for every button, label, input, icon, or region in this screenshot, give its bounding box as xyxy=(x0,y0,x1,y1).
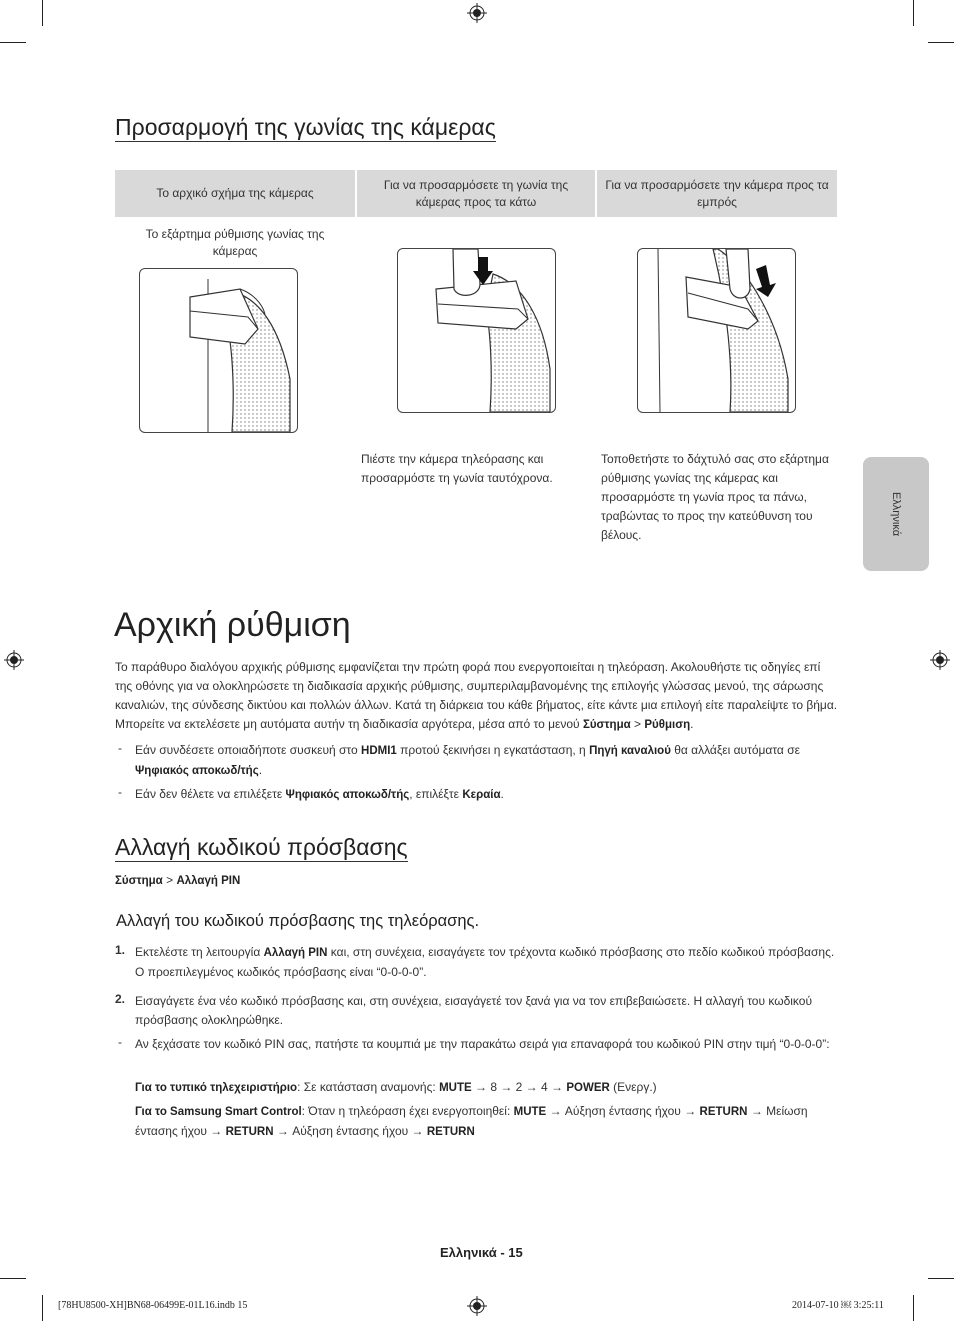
crop-mark xyxy=(913,0,914,26)
page-number: Ελληνικά - 15 xyxy=(440,1245,523,1260)
crop-mark xyxy=(42,1295,43,1321)
illustration-original xyxy=(139,268,298,433)
table-header-original: Το αρχικό σχήμα της κάμερας xyxy=(115,170,355,217)
bullet-dash: - xyxy=(118,785,122,799)
registration-mark-icon xyxy=(930,650,950,670)
print-slug-right: 2014-07-10 ￼ 3:25:11 xyxy=(792,1300,884,1311)
press-down-illustration-icon xyxy=(398,249,555,412)
registration-mark-icon xyxy=(467,1296,487,1316)
camera-part-callout: Το εξάρτημα ρύθμισης γωνίας της κάμερας xyxy=(145,227,325,258)
registration-mark-icon xyxy=(467,3,487,23)
bullet-dash: - xyxy=(118,741,122,755)
table-header-forward: Για να προσαρμόσετε την κάμερα προς τα εμπρός xyxy=(597,170,837,217)
section-title-camera-angle: Προσαρμογή της γωνίας της κάμερας xyxy=(115,114,496,142)
caption-down: Πιέστε την κάμερα τηλεόρασης και προσαρμόστε τη γωνία ταυτόχρονα. xyxy=(361,452,553,485)
crop-mark xyxy=(928,42,954,43)
remote-standard-sequence: Για το τυπικό τηλεχειριστήριο: Σε κατάσταση αναμονής: MUTE → 8 → 2 → 4 → POWER (Ενεργ.) xyxy=(135,1080,657,1094)
camera-illustration-icon xyxy=(140,269,297,432)
step-number: 2. xyxy=(115,992,126,1006)
illustration-forward xyxy=(637,248,796,413)
pull-forward-illustration-icon xyxy=(638,249,795,412)
menu-path: Σύστημα > Αλλαγή PIN xyxy=(115,873,241,887)
table-header-down: Για να προσαρμόσετε τη γωνία της κάμερας προς τα κάτω xyxy=(357,170,595,217)
side-tab-label: Ελληνικά xyxy=(890,491,902,537)
crop-mark xyxy=(0,42,26,43)
note-hdmi1: Εάν συνδέσετε οποιαδήποτε συσκευή στο HDMI1 προτού ξεκινήσει η εγκατάσταση, η Πηγή καναλιού θα αλλάξει αυτόματα σε Ψηφιακός αποκωδ/τής. xyxy=(135,743,800,777)
note-forgot-pin: Αν ξεχάσατε τον κωδικό PIN σας, πατήστε τα κουμπιά με την παρακάτω σειρά για επαναφορά του κωδικού PIN στην τιμή “0-0-0-0”: xyxy=(135,1037,830,1051)
section-title-change-pin: Αλλαγή κωδικού πρόσβασης xyxy=(115,834,408,862)
initial-setup-intro: Το παράθυρο διαλόγου αρχικής ρύθμισης εμφανίζεται την πρώτη φορά που ενεργοποιείται η τηλεόραση. Ακολουθήστε τις οδηγίες επί της οθόνης για να ολοκληρώσετε τη διαδικασία αρχικής ρύθμισης, συμπεριλαμβανομένης της επιλογής γλώσσας μενού, της σάρωσης καναλιών, της σύνδεσης δικτύου και πολλών άλλων. Κατά τη διάρκεια του κάθε βήματος, είτε κάντε μια επιλογή είτε παραλείψτε το βήμα. Μπορείτε να εκτελέσετε μη αυτόματα αυτήν τη διαδικασία αργότερα, μέσα από το μενού Σύστημα > Ρύθμιση. xyxy=(115,660,838,731)
illustration-down xyxy=(397,248,556,413)
note-antenna: Εάν δεν θέλετε να επιλέξετε Ψηφιακός αποκωδ/τής, επιλέξτε Κεραία. xyxy=(135,787,504,801)
step-1: Εκτελέστε τη λειτουργία Αλλαγή PIN και, στη συνέχεια, εισαγάγετε τον τρέχοντα κωδικό πρόσβασης στο πεδίο κωδικού πρόσβασης. Ο προεπιλεγμένος κωδικός πρόσβασης είναι “0-0-0-0”. xyxy=(135,945,835,979)
step-number: 1. xyxy=(115,943,126,957)
crop-mark xyxy=(42,0,43,26)
crop-mark xyxy=(0,1278,26,1279)
print-slug-left: [78HU8500-XH]BN68-06499E-01L16.indb 15 xyxy=(58,1300,248,1311)
bullet-dash: - xyxy=(118,1035,122,1049)
step-2: Εισαγάγετε ένα νέο κωδικό πρόσβασης και, στη συνέχεια, εισαγάγετέ τον ξανά για να τον επιβεβαιώσετε. Η αλλαγή του κωδικού πρόσβασης ολοκληρώθηκε. xyxy=(135,994,813,1027)
remote-smart-control-sequence: Για το Samsung Smart Control: Όταν η τηλεόραση έχει ενεργοποιηθεί: MUTE → Αύξηση έντασης ήχου → RETURN → Μείωση έντασης ήχου → RETURN → Αύξηση έντασης ήχου → RETURN xyxy=(135,1104,808,1138)
registration-mark-icon xyxy=(4,650,24,670)
page-title-initial-setup: Αρχική ρύθμιση xyxy=(114,606,351,644)
crop-mark xyxy=(928,1278,954,1279)
crop-mark xyxy=(913,1295,914,1321)
language-side-tab xyxy=(863,457,929,571)
caption-forward: Τοποθετήστε το δάχτυλό σας στο εξάρτημα ρύθμισης γωνίας της κάμερας και προσαρμόστε τη γωνία προς τα πάνω, τραβώντας το προς την κατεύθυνση του βέλους. xyxy=(601,452,829,542)
subsection-title: Αλλαγή του κωδικού πρόσβασης της τηλεόρασης. xyxy=(116,912,480,930)
